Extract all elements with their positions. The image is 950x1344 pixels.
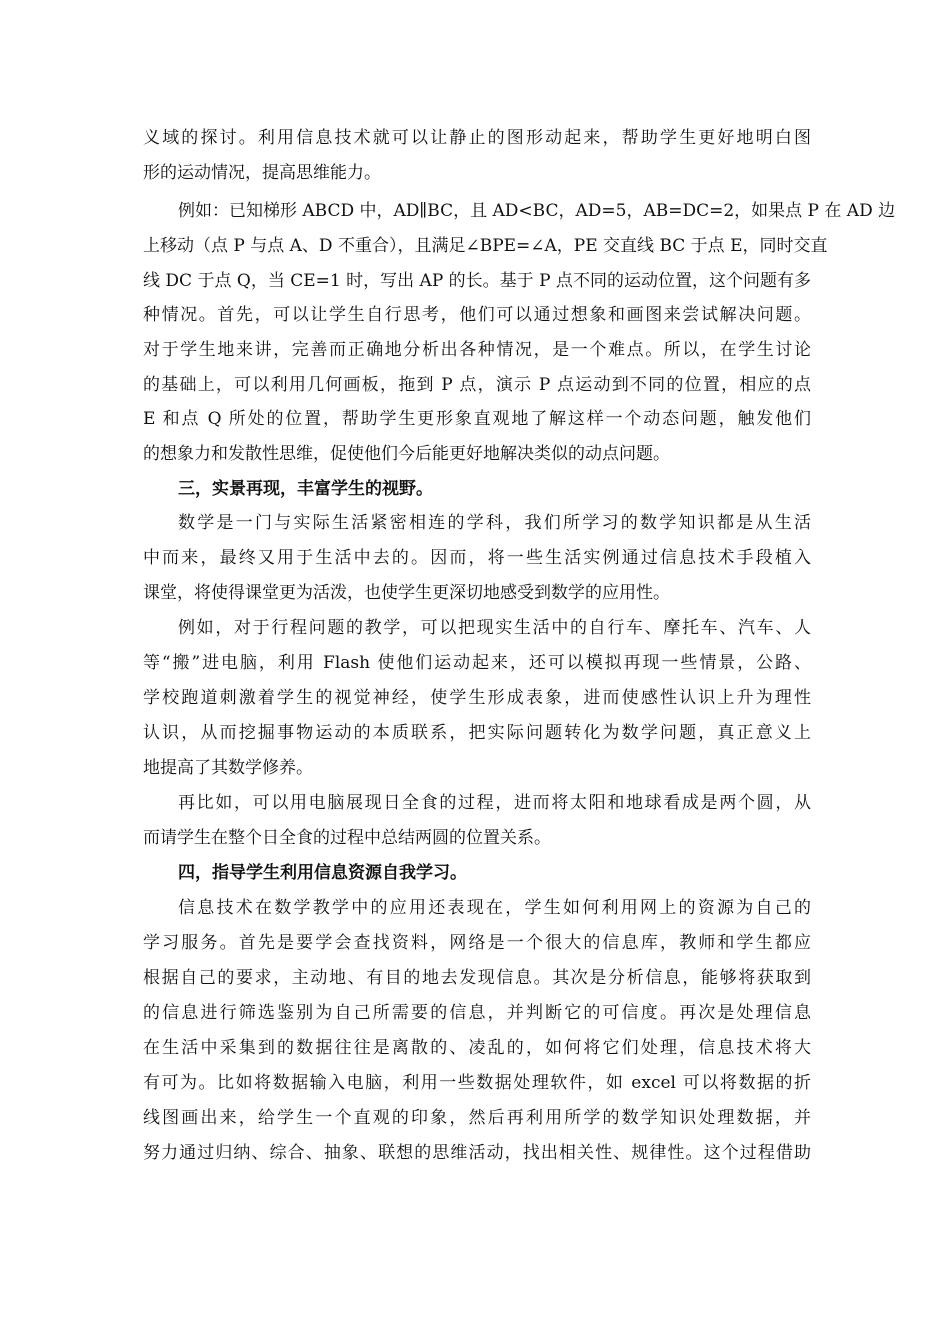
text-line: 的基础上，可以利用几何画板，拖到 P 点，演示 P 点运动到不同的位置，相应的点 [143,375,811,395]
text-line: 例如：已知梯形 ABCD 中，AD∥BC，且 AD<BC，AD=5，AB=DC=2，如果点 P 在 AD 边 [178,201,896,221]
text-line: 根据自己的要求，主动地、有目的地去发现信息。其次是分析信息，能够将获取到 [143,968,811,988]
text-line: 学校跑道刺激着学生的视觉神经，使学生形成表象，进而使感性认识上升为理性 [143,688,811,708]
text-line: 等“搬”进电脑，利用 Flash 使他们运动起来，还可以模拟再现一些情景，公路、 [143,653,811,673]
text-line: 的信息进行筛选鉴别为自己所需要的信息，并判断它的可信度。再次是处理信息 [143,1003,811,1023]
text-line: 对于学生地来讲，完善而正确地分析出各种情况，是一个难点。所以，在学生讨论 [143,340,811,360]
section-heading: 四，指导学生利用信息资源自我学习。 [178,863,467,883]
text-line: 课堂，将使得课堂更为活泼，也使学生更深切地感受到数学的应用性。 [143,583,670,603]
text-line: 在生活中采集到的数据往往是离散的、凌乱的，如何将它们处理，信息技术将大 [143,1038,811,1058]
text-line: 数学是一门与实际生活紧密相连的学科，我们所学习的数学知识都是从生活 [178,513,811,533]
text-line: 的想象力和发散性思维，促使他们今后能更好地解决类似的动点问题。 [143,444,670,464]
text-line: 中而来，最终又用于生活中去的。因而，将一些生活实例通过信息技术手段植入 [143,548,811,568]
text-line: 认识，从而挖掘事物运动的本质联系，把实际问题转化为数学问题，真正意义上 [143,723,811,743]
text-line: 再比如，可以用电脑展现日全食的过程，进而将太阳和地球看成是两个圆，从 [178,793,811,813]
text-line: 信息技术在数学教学中的应用还表现在，学生如何利用网上的资源为自己的 [178,898,811,918]
text-line: 线图画出来，给学生一个直观的印象，然后再利用所学的数学知识处理数据，并 [143,1108,811,1128]
text-line: 上移动（点 P 与点 A、D 不重合），且满足∠BPE=∠A，PE 交直线 BC 于点 E，同时交直 [143,236,828,256]
text-line: 努力通过归纳、综合、抽象、联想的思维活动，找出相关性、规律性。这个过程借助 [143,1143,811,1163]
section-heading: 三，实景再现，丰富学生的视野。 [178,479,433,499]
text-line: 例如，对于行程问题的教学，可以把现实生活中的自行车、摩托车、汽车、人 [178,618,811,638]
text-line: 种情况。首先，可以让学生自行思考，他们可以通过想象和画图来尝试解决问题。 [143,305,811,325]
text-line: E 和点 Q 所处的位置，帮助学生更形象直观地了解这样一个动态问题，触发他们 [143,409,811,429]
text-line: 形的运动情况，提高思维能力。 [143,163,381,183]
text-line: 有可为。比如将数据输入电脑，利用一些数据处理软件，如 excel 可以将数据的折 [143,1073,811,1093]
text-line: 义域的探讨。利用信息技术就可以让静止的图形动起来，帮助学生更好地明白图 [143,128,811,148]
text-line: 而请学生在整个日全食的过程中总结两圆的位置关系。 [143,828,551,848]
text-line: 地提高了其数学修养。 [143,758,313,778]
text-line: 线 DC 于点 Q，当 CE=1 时，写出 AP 的长。基于 P 点不同的运动位置，这个问题有多 [143,271,811,291]
text-line: 学习服务。首先是要学会查找资料，网络是一个很大的信息库，教师和学生都应 [143,933,811,953]
